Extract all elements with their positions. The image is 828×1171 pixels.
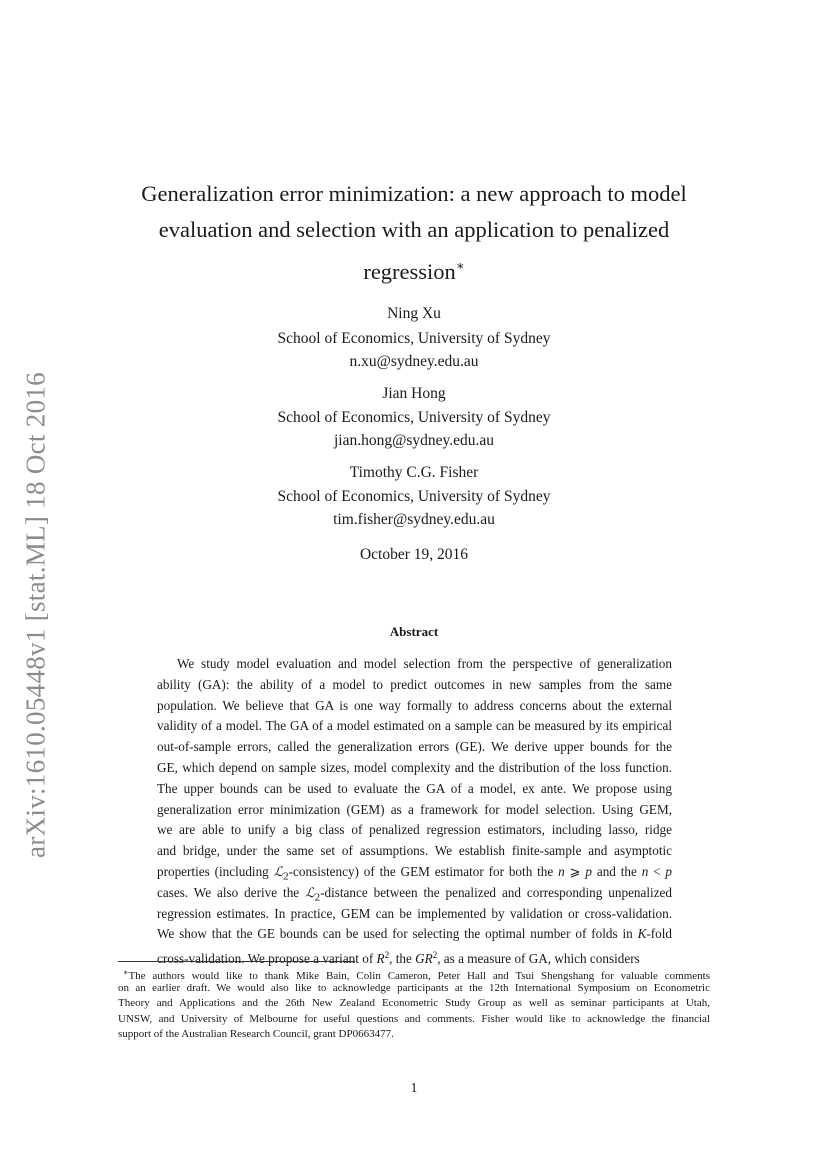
math-p: p	[665, 863, 672, 879]
abstract-line: validity of a model. The GA of a model estimated on a sample can be measured by its empirical	[157, 718, 672, 734]
footnote-line: Theory and Applications and the 26th New Zealand Econometric Study Group as well as seminar participants at Utah,	[118, 997, 710, 1010]
abstract-line: out-of-sample errors, called the generalization errors (GE). We derive upper bounds for the	[157, 739, 672, 755]
author-2-name: Jian Hong	[382, 385, 446, 402]
abstract-line: GE, which depend on sample sizes, model complexity and the distribution of the loss function.	[157, 759, 672, 775]
line15-part-b: , the	[389, 951, 416, 967]
footnote-text: The authors would like to thank Mike Bain, Colin Cameron, Peter Hall and Tsui Shengshang for valuable comments	[128, 970, 710, 982]
abstract-line-14	[157, 924, 672, 945]
line14-part-a: We show that the GE bounds can be used for selecting the optimal number of folds in	[157, 926, 638, 942]
superscript-2: 2	[384, 950, 390, 961]
line15-part-c: , as a measure of GA, which considers	[437, 951, 640, 967]
lt-symbol: <	[648, 863, 666, 879]
acknowledgements-footnote	[118, 965, 710, 1043]
footnote-line: UNSW, and University of Melbourne for useful questions and comments. Fisher would like to acknowledge the financial	[118, 1012, 710, 1025]
line14-part-b: -fold	[646, 926, 672, 942]
title-line-3	[110, 248, 718, 290]
author-2-affiliation: School of Economics, University of Sydney	[277, 409, 551, 426]
abstract-line: population. We believe that GA is one way formally to address concerns about the external	[157, 697, 672, 713]
publication-date: October 19, 2016	[359, 546, 469, 563]
author-2-email[interactable]: jian.hong@sydney.edu.au	[333, 432, 495, 449]
title-line-2: evaluation and selection with an application to penalized	[158, 217, 670, 242]
abstract-line: we are able to unify a big class of penalized regression estimators, including lasso, ridge	[157, 822, 672, 838]
line11-part-b: -consistency) of the GEM estimator for both the	[288, 863, 559, 879]
author-1-email[interactable]: n.xu@sydney.edu.au	[349, 353, 479, 370]
abstract-line: generalization error minimization (GEM) as a framework for model selection. Using GEM,	[157, 801, 672, 817]
arxiv-identifier-stamp: arXiv:1610.05448v1 [stat.ML] 18 Oct 2016	[20, 372, 51, 858]
title-footnote-mark[interactable]: ∗	[455, 258, 465, 273]
author-3-name: Timothy C.G. Fisher	[349, 464, 479, 481]
subscript-2: 2	[314, 891, 321, 904]
abstract-line-11	[157, 862, 672, 883]
footnote-mark: ∗	[123, 968, 129, 977]
script-l-symbol: ℒ	[305, 884, 315, 900]
script-l-symbol: ℒ	[273, 863, 284, 879]
line12-part-b: -distance between the penalized and corresponding unpenalized	[320, 884, 673, 900]
line12-part-a: cases. We also derive the	[157, 884, 306, 900]
abstract-line-12	[157, 883, 672, 904]
math-n: n	[558, 863, 565, 879]
abstract-line: regression estimates. In practice, GEM can be implemented by validation or cross-validation.	[157, 905, 672, 921]
subscript-2: 2	[283, 870, 289, 883]
author-3-email[interactable]: tim.fisher@sydney.edu.au	[333, 511, 495, 528]
author-1-affiliation: School of Economics, University of Sydney	[277, 330, 551, 347]
author-3-affiliation: School of Economics, University of Sydney	[277, 488, 551, 505]
abstract-body	[157, 654, 672, 966]
title-line-3-text: regression	[363, 259, 456, 284]
abstract-line: The upper bounds can be used to evaluate the GA of a model, ex ante. We propose using	[157, 780, 672, 796]
abstract-line-15	[157, 945, 672, 966]
math-n: n	[641, 863, 649, 879]
math-gr: GR	[415, 951, 433, 967]
footnote-line: on an earlier draft. We would also like to acknowledge participants at the 12th International Symposium on Econometric	[118, 981, 710, 994]
line11-part-c: and the	[592, 863, 642, 879]
abstract-heading: Abstract	[389, 624, 439, 639]
author-1-name: Ning Xu	[387, 305, 441, 322]
abstract-line: ability (GA): the ability of a model to predict outcomes in new samples from the same	[157, 676, 672, 692]
geq-symbol: ⩾	[564, 863, 586, 879]
superscript-2: 2	[432, 950, 438, 961]
abstract-line: and bridge, under the same set of assumptions. We establish finite-sample and asymptotic	[157, 843, 672, 859]
line11-part-a: properties (including	[157, 863, 274, 879]
title-line-1: Generalization error minimization: a new approach to model	[141, 181, 687, 206]
footnote-line: support of the Australian Research Council, grant DP0663477.	[118, 1028, 394, 1041]
abstract-line: We study model evaluation and model selection from the perspective of generalization	[177, 656, 672, 671]
math-r: R	[376, 951, 385, 967]
math-k: K	[637, 926, 647, 942]
line15-part-a: cross-validation. We propose a variant of	[157, 951, 377, 967]
page-number: 1	[410, 1081, 418, 1096]
footnote-line-1	[118, 965, 710, 981]
footnote-divider	[118, 961, 355, 962]
paper-title	[110, 176, 718, 290]
math-p: p	[585, 863, 592, 879]
